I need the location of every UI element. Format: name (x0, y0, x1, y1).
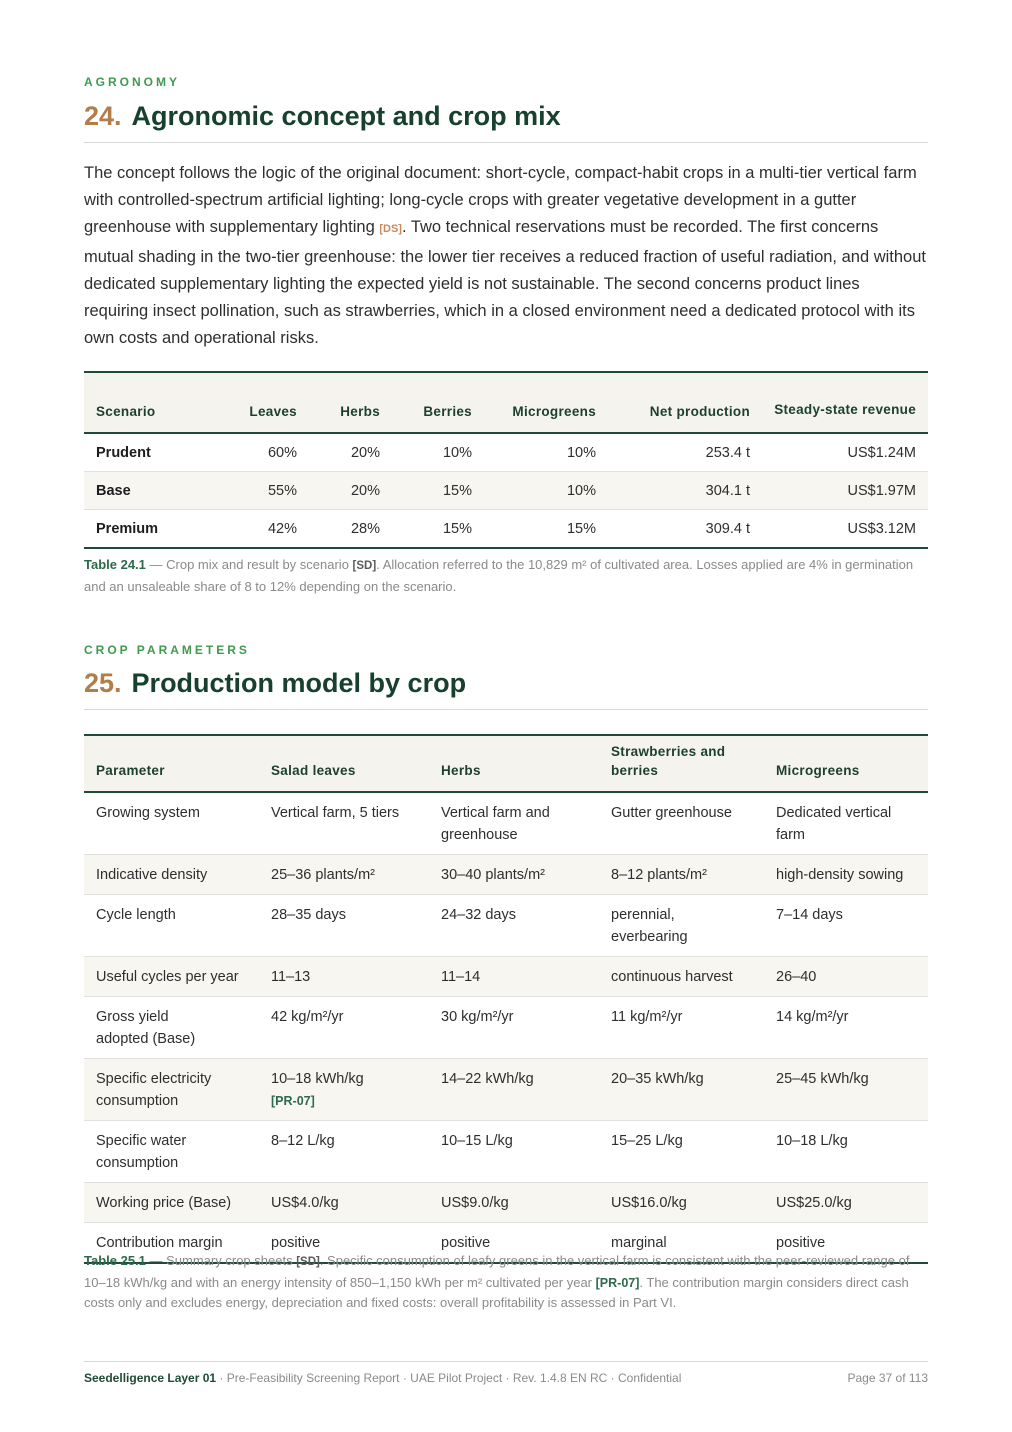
table-row (84, 1121, 928, 1183)
column-header: Steady-state revenue (762, 372, 928, 433)
column-header: Scenario (84, 372, 234, 433)
table-cell: positive (764, 1223, 928, 1264)
section-24-paragraph (84, 160, 928, 352)
column-header: Strawberries and berries (599, 735, 764, 792)
source-tag-sd: [SD] (352, 560, 377, 572)
crop-parameters-table (84, 734, 928, 1264)
table-cell: 309.4 t (608, 510, 762, 549)
caption-label: Table 24.1 (84, 557, 146, 572)
section-25-title: Production model by crop (131, 668, 467, 698)
column-header: Salad leaves (259, 735, 429, 792)
table-cell: 8–12 plants/m² (599, 855, 764, 895)
table-cell: US$9.0/kg (429, 1183, 599, 1223)
table-cell: 14–22 kWh/kg (429, 1059, 599, 1121)
table-cell: Working price (Base) (84, 1183, 259, 1223)
table-cell: 15% (484, 510, 608, 549)
source-tag-pr07: [PR-07] (595, 1275, 640, 1290)
table-cell: Dedicated vertical farm (764, 792, 928, 855)
cell-value: 10–18 kWh/kg (271, 1071, 364, 1087)
table-cell: Cycle length (84, 895, 259, 957)
table-cell: 11–13 (259, 957, 429, 997)
table-cell: Indicative density (84, 855, 259, 895)
table-cell: 8–12 L/kg (259, 1121, 429, 1183)
caption-text: — Crop mix and result by scenario (145, 557, 353, 572)
caption-text: . The contribution margin considers direct cash costs only and excludes energy, depreciation and fixed costs: overall profitability is assessed in Part VI. (84, 1274, 909, 1310)
table-cell: 28–35 days (259, 895, 429, 957)
caption-text: — Summary crop sheets (145, 1253, 297, 1268)
table-cell: 10% (484, 472, 608, 510)
footer-brand: Seedelligence Layer 01 (84, 1371, 217, 1385)
section-24-heading (84, 101, 928, 143)
table-cell: 60% (234, 433, 309, 472)
table-cell: Vertical farm, 5 tiers (259, 792, 429, 855)
table-cell: 28% (309, 510, 392, 549)
table-row (84, 1059, 928, 1121)
table-row (84, 997, 928, 1059)
table-cell: 20% (309, 433, 392, 472)
table-cell: Specific electricity consumption (84, 1059, 259, 1121)
table-cell: 10–18 L/kg (764, 1121, 928, 1183)
section-25-heading (84, 668, 928, 710)
caption-label: Table 25.1 (84, 1253, 146, 1268)
paragraph-text-2: . Two technical reservations must be recorded. The first concerns mutual shading in the two-tier greenhouse: the lower tier receives a reduced fraction of useful radiation, and without dedicated supplementary lighting the expected yield is not sustainable. The second concerns product lines requiring insect pollination, such as strawberries, which in a closed environment need a dedicated protocol with its own costs and operational risks. (84, 218, 926, 348)
table-cell: 10–15 L/kg (429, 1121, 599, 1183)
table-cell: Specific water consumption (84, 1121, 259, 1183)
table-cell: US$3.12M (762, 510, 928, 549)
footer-left (84, 1371, 681, 1385)
column-header: Microgreens (484, 372, 608, 433)
table-cell: US$1.24M (762, 433, 928, 472)
table-cell: US$1.97M (762, 472, 928, 510)
table-cell: 11–14 (429, 957, 599, 997)
column-header: Microgreens (764, 735, 928, 792)
table-cell: 20–35 kWh/kg (599, 1059, 764, 1121)
page-footer (84, 1361, 928, 1385)
column-header: Herbs (429, 735, 599, 792)
table-row (84, 1183, 928, 1223)
table-cell (259, 1059, 429, 1121)
table-cell: Gross yield adopted (Base) (84, 997, 259, 1059)
section-24-eyebrow: AGRONOMY (84, 75, 180, 89)
column-header: Berries (392, 372, 484, 433)
table-row (84, 957, 928, 997)
table-cell: 15–25 L/kg (599, 1121, 764, 1183)
column-header: Herbs (309, 372, 392, 433)
table-cell: US$25.0/kg (764, 1183, 928, 1223)
table-cell: perennial, everbearing (599, 895, 764, 957)
table-cell: US$4.0/kg (259, 1183, 429, 1223)
page-number: Page 37 of 113 (847, 1371, 928, 1385)
table-row (84, 895, 928, 957)
table-cell: 24–32 days (429, 895, 599, 957)
table-cell: 26–40 (764, 957, 928, 997)
table-cell: Useful cycles per year (84, 957, 259, 997)
source-tag-ds: [DS] (379, 223, 402, 236)
table-row (84, 855, 928, 895)
table-cell: high-density sowing (764, 855, 928, 895)
column-header: Leaves (234, 372, 309, 433)
section-25-eyebrow: CROP PARAMETERS (84, 643, 250, 657)
table-cell: 11 kg/m²/yr (599, 997, 764, 1059)
caption-text: . Specific consumption of leafy greens in the vertical farm is consistent with the peer-reviewed range of 10–18 kWh/kg and with an energy intensity of 850–1,150 kWh per m² cultivated per year (84, 1253, 910, 1290)
table-cell: 55% (234, 472, 309, 510)
table-cell: Gutter greenhouse (599, 792, 764, 855)
table-header-row (84, 372, 928, 433)
table-cell: 15% (392, 472, 484, 510)
table-cell: 30–40 plants/m² (429, 855, 599, 895)
table-cell: 15% (392, 510, 484, 549)
table-cell: continuous harvest (599, 957, 764, 997)
table-row (84, 433, 928, 472)
table-cell: 42 kg/m²/yr (259, 997, 429, 1059)
table-cell: positive (429, 1223, 599, 1264)
table-row (84, 472, 928, 510)
caption-text: . Allocation referred to the 10,829 m² of cultivated area. Losses applied are 4% in germination and an unsaleable share of 8 to 12% depending on the scenario. (84, 557, 914, 594)
column-header: Net production (608, 372, 762, 433)
crop-mix-table (84, 371, 928, 549)
table-cell: 30 kg/m²/yr (429, 997, 599, 1059)
section-24-number: 24. (84, 101, 122, 131)
table-row (84, 792, 928, 855)
section-24-title: Agronomic concept and crop mix (131, 101, 561, 131)
table-25-caption (84, 1251, 928, 1314)
source-tag-sd: [SD] (296, 1256, 320, 1268)
table-cell: Vertical farm and greenhouse (429, 792, 599, 855)
table-cell: 10% (484, 433, 608, 472)
table-cell: Prudent (84, 433, 234, 472)
table-cell: 25–45 kWh/kg (764, 1059, 928, 1121)
table-cell: 253.4 t (608, 433, 762, 472)
table-cell: Contribution margin (84, 1223, 259, 1264)
table-cell: 304.1 t (608, 472, 762, 510)
table-cell: 42% (234, 510, 309, 549)
table-24-caption (84, 555, 928, 597)
table-cell: US$16.0/kg (599, 1183, 764, 1223)
table-cell: 7–14 days (764, 895, 928, 957)
table-header-row (84, 735, 928, 792)
table-cell: Premium (84, 510, 234, 549)
table-row (84, 510, 928, 549)
footer-meta: · Pre-Feasibility Screening Report · UAE Pilot Project · Rev. 1.4.8 EN RC · Confidential (216, 1371, 682, 1385)
table-cell: positive (259, 1223, 429, 1264)
table-cell: 10% (392, 433, 484, 472)
source-tag-pr07: [PR-07] (271, 1094, 315, 1108)
table-cell: 25–36 plants/m² (259, 855, 429, 895)
column-header: Parameter (84, 735, 259, 792)
section-25-number: 25. (84, 668, 122, 698)
table-cell: 14 kg/m²/yr (764, 997, 928, 1059)
table-cell: marginal (599, 1223, 764, 1264)
table-cell: Base (84, 472, 234, 510)
table-cell: Growing system (84, 792, 259, 855)
paragraph-text-1: The concept follows the logic of the original document: short-cycle, compact-habit crops in a multi-tier vertical farm with controlled-spectrum artificial lighting; long-cycle crops with greater vegetative development in a gutter greenhouse with supplementary lighting (84, 164, 917, 237)
table-cell: 20% (309, 472, 392, 510)
